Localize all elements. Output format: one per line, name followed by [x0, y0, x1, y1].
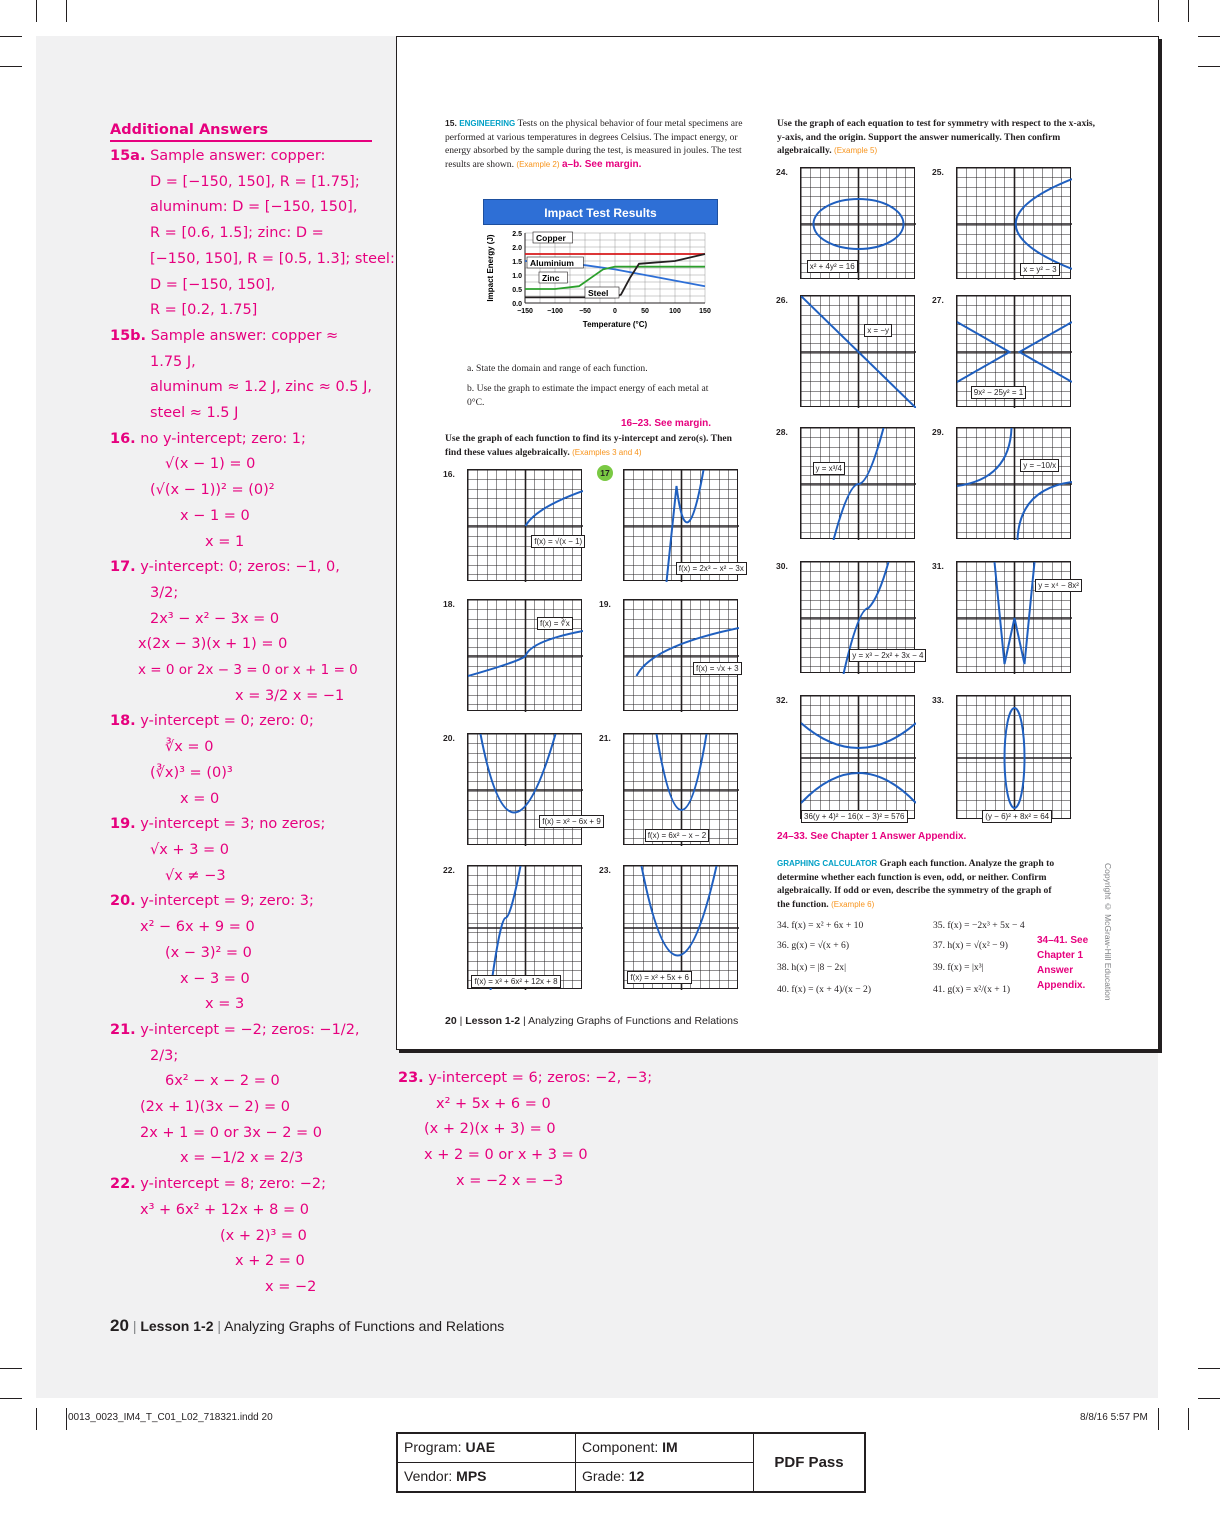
answer-line: x = 0 or 2x − 3 = 0 or x + 1 = 0: [138, 662, 358, 679]
graph-number: 25.: [932, 167, 944, 177]
coordinate-grid: [800, 167, 915, 279]
graph-number: 33.: [932, 695, 944, 705]
answer-line: aluminum ≈ 1.2 J, zinc ≈ 0.5 J,: [150, 379, 373, 396]
crop-mark: [66, 1408, 67, 1430]
crop-mark: [36, 1408, 37, 1430]
crop-mark: [1158, 1408, 1159, 1430]
answer-line: x = −2 x = −3: [456, 1172, 564, 1189]
crop-mark: [1198, 1368, 1220, 1369]
answer-line: R = [0.6, 1.5]; zinc: D =: [150, 225, 324, 242]
status-cell: PDF Pass: [774, 1454, 844, 1471]
coordinate-grid: [800, 561, 924, 673]
exercise-38: 38. h(x) = |8 − 2x|: [777, 962, 847, 973]
answer-line: 6x² − x − 2 = 0: [165, 1073, 280, 1090]
graph-number: 19.: [599, 599, 611, 609]
margin-note-34-41: 34–41. See Chapter 1 Answer Appendix.: [1037, 935, 1089, 991]
function-label: y = x³/4: [813, 462, 845, 475]
answer-line: x = 3/2 x = −1: [235, 687, 345, 704]
answer-line: √x + 3 = 0: [150, 841, 230, 858]
graph-number: 26.: [776, 295, 788, 305]
answer-number: 23.: [398, 1070, 424, 1086]
function-label: f(x) = x² + 5x + 6: [627, 971, 691, 984]
x-tick-label: 0: [613, 308, 617, 315]
x-tick-label: 150: [699, 308, 711, 315]
graph-number: 20.: [443, 733, 455, 743]
x-tick-label: −100: [547, 308, 563, 315]
graph-number: 28.: [776, 427, 788, 437]
x-tick-label: −150: [517, 308, 533, 315]
crop-mark: [1158, 0, 1159, 22]
x-tick-label: 100: [669, 308, 681, 315]
coordinate-grid: [467, 865, 582, 989]
function-label: f(x) = x³ + 6x² + 12x + 8: [471, 975, 560, 988]
coordinate-grid: [623, 733, 738, 845]
crop-mark: [1198, 66, 1220, 67]
function-label: x = y² − 3: [1020, 263, 1059, 276]
graph-curve: [468, 866, 583, 990]
answer-20: 20. y-intercept = 9; zero: 3;: [110, 893, 314, 910]
y-axis-label: Impact Energy (J): [486, 234, 495, 302]
answer-line: (x − 3)² = 0: [165, 944, 252, 961]
series-label: Steel: [588, 288, 609, 298]
impact-test-chart: [483, 199, 718, 341]
x-tick-label: 50: [641, 308, 649, 315]
answer-line: x = 0: [180, 790, 220, 807]
answer-line: x = −2: [265, 1278, 317, 1295]
exercise-16-intro: Use the graph of each function to find its y-intercept and zero(s). Then find these values algebraically. (Examples 3 and 4): [445, 433, 733, 458]
function-label: (y − 6)² + 8x² = 64: [982, 810, 1052, 823]
graph-curve: [957, 428, 1072, 540]
coordinate-grid: [623, 469, 744, 581]
y-tick-label: 1.5: [512, 259, 522, 266]
graph-number: 29.: [932, 427, 944, 437]
graph-number: 21.: [599, 733, 611, 743]
answer-23: [398, 1066, 652, 1195]
exercise-39: 39. f(x) = |x³|: [933, 962, 984, 973]
graph-curve: [801, 296, 916, 408]
x-axis-label: Temperature (°C): [582, 320, 648, 329]
answer-line: (x + 2)³ = 0: [220, 1227, 307, 1244]
answer-line: 2x + 1 = 0 or 3x − 2 = 0: [140, 1124, 323, 1141]
series-label: Aluminium: [530, 258, 574, 268]
graph-curve: [957, 696, 1072, 820]
function-label: f(x) = 6x² − x − 2: [645, 829, 709, 842]
answer-line: (∛x)³ = (0)³: [150, 764, 233, 781]
exercise-37: 37. h(x) = √(x² − 9): [933, 940, 1008, 951]
student-page-thumbnail: [396, 36, 1159, 1050]
graph-number: 24.: [776, 167, 788, 177]
production-info-box: [396, 1432, 866, 1493]
page-footer: 20 | Lesson 1-2 | Analyzing Graphs of Functions and Relations: [445, 1015, 739, 1027]
answer-15a: 15a. Sample answer: copper:: [110, 148, 326, 164]
function-label: f(x) = 2x³ − x² − 3x: [676, 562, 747, 575]
answer-line: R = [0.2, 1.75]: [150, 302, 258, 319]
coordinate-grid: [467, 469, 582, 581]
answer-line: (√(x − 1))² = (0)²: [150, 482, 275, 499]
vendor-cell: Vendor: MPS: [398, 1463, 576, 1491]
function-label: x = −y: [864, 324, 892, 337]
answer-line: x − 3 = 0: [180, 970, 250, 987]
graphing-calculator-intro: GRAPHING CALCULATOR Graph each function. Analyze the graph to determine whether each function is even, odd, or neither. Confirm algebraically. If odd or even, describe the symmetry of the graph of the function. (Example 6): [777, 858, 1055, 910]
copyright-notice: Copyright © McGraw-Hill Education: [1103, 863, 1113, 1001]
answer-line: y-intercept = 6; zeros: −2, −3;: [428, 1070, 653, 1086]
answer-line: (2x + 1)(3x − 2) = 0: [140, 1099, 291, 1116]
series-label: Zinc: [542, 273, 560, 283]
coordinate-grid: [800, 295, 915, 407]
answer-line: steel ≈ 1.5 J: [150, 405, 239, 422]
answer-line: x² − 6x + 9 = 0: [140, 919, 255, 936]
answer-line: 2x³ − x² − 3x = 0: [150, 610, 280, 627]
crop-mark: [36, 0, 37, 22]
answer-line: x³ + 6x² + 12x + 8 = 0: [140, 1201, 309, 1218]
y-tick-label: 0.5: [512, 287, 522, 294]
crop-mark: [0, 1398, 22, 1399]
y-tick-label: 1.0: [512, 273, 522, 280]
grade-cell: Grade: 12: [576, 1463, 754, 1491]
coordinate-grid: [956, 167, 1071, 279]
coordinate-grid: [956, 695, 1071, 822]
series-label: Copper: [536, 233, 566, 243]
page-footer: 20 | Lesson 1-2 | Analyzing Graphs of Functions and Relations: [110, 1316, 505, 1335]
graph-number: 27.: [932, 295, 944, 305]
function-label: f(x) = x² − 6x + 9: [539, 815, 603, 828]
exercise-15b: b. Use the graph to estimate the impact energy of each metal at 0°C.: [467, 383, 709, 408]
component-cell: Component: IM: [576, 1434, 754, 1463]
graph-curve: [468, 470, 583, 582]
function-label: 9x² − 25y² = 1: [971, 386, 1026, 399]
symmetry-intro: Use the graph of each equation to test for symmetry with respect to the x-axis, y-axis, and the origin. Support the answer numerically. Then confirm algebraically. (Example 5): [777, 118, 1096, 156]
answer-line: √x ≠ −3: [165, 867, 226, 884]
coordinate-grid: [956, 561, 1079, 673]
answer-15b: 15b. Sample answer: copper ≈ 1.75 J,: [110, 327, 339, 370]
margin-note-16-23: 16–23. See margin.: [621, 418, 712, 429]
coordinate-grid: [800, 695, 915, 822]
coordinate-grid: [623, 865, 738, 989]
answer-18: 18. y-intercept = 0; zero: 0;: [110, 713, 314, 730]
chart-title: Impact Test Results: [483, 199, 718, 225]
function-label: y = x⁴ − 8x²: [1035, 579, 1082, 592]
function-label: 36(y + 4)² − 16(x − 3)² = 576: [801, 810, 908, 823]
additional-answers-column: [110, 120, 395, 1301]
graph-number: 18.: [443, 599, 455, 609]
coordinate-grid: [623, 599, 738, 711]
answer-line: √(x − 1) = 0: [165, 456, 256, 473]
graph-number: 31.: [932, 561, 944, 571]
function-label: f(x) = ∛x: [537, 617, 573, 630]
coordinate-grid: [467, 599, 582, 711]
function-label: f(x) = √(x − 1): [531, 535, 585, 548]
crop-mark: [0, 66, 22, 67]
graph-number: 30.: [776, 561, 788, 571]
answer-line: x = −1/2 x = 2/3: [180, 1150, 304, 1167]
coordinate-grid: [800, 427, 915, 539]
graph-curve: [801, 696, 916, 820]
y-tick-label: 0.0: [512, 301, 522, 308]
function-label: y = x³ − 2x² + 3x − 4: [849, 649, 926, 662]
answer-line: x + 2 = 0 or x + 3 = 0: [424, 1147, 588, 1164]
x-tick-label: −50: [579, 308, 591, 315]
answer-line: aluminum: D = [−150, 150],: [150, 199, 358, 216]
exercise-41: 41. g(x) = x²/(x + 1): [933, 984, 1011, 995]
graph-number: 17: [597, 465, 613, 481]
crop-mark: [1198, 36, 1220, 37]
crop-mark: [0, 36, 22, 37]
coordinate-grid: [956, 295, 1071, 407]
graph-number: 23.: [599, 865, 611, 875]
graph-curve: [624, 600, 739, 712]
additional-answers-heading: Additional Answers: [110, 120, 372, 142]
exercise-40: 40. f(x) = (x + 4)/(x − 2): [777, 984, 872, 995]
graph-curve: [801, 428, 916, 540]
crop-mark: [1198, 1398, 1220, 1399]
exercise-15a: a. State the domain and range of each function.: [467, 363, 648, 374]
exercise-35: 35. f(x) = −2x³ + 5x − 4: [933, 920, 1025, 931]
y-tick-label: 2.0: [512, 245, 522, 252]
answer-line: D = [−150, 150],: [150, 276, 276, 293]
function-label: f(x) = √x + 3: [693, 662, 742, 675]
graph-number: 16.: [443, 469, 455, 479]
margin-note-24-33: 24–33. See Chapter 1 Answer Appendix.: [777, 831, 967, 842]
graph-number: 32.: [776, 695, 788, 705]
answer-line: (x + 2)(x + 3) = 0: [424, 1121, 556, 1138]
program-cell: Program: UAE: [398, 1434, 576, 1463]
answer-line: ∛x = 0: [165, 739, 214, 756]
answer-line: x − 1 = 0: [180, 507, 250, 524]
answer-21: 21. y-intercept = −2; zeros: −1/2, 2/3;: [110, 1021, 360, 1064]
coordinate-grid: [956, 427, 1071, 539]
date-slug: 8/8/16 5:57 PM: [1080, 1412, 1148, 1423]
graph-curve: [468, 734, 583, 846]
answer-line: x = 1: [205, 533, 245, 550]
answer-line: x² + 5x + 6 = 0: [436, 1095, 551, 1112]
exercise-36: 36. g(x) = √(x + 6): [777, 940, 850, 951]
impact-chart-plot: [483, 225, 718, 341]
file-slug: 0013_0023_IM4_T_C01_L02_718321.indd 20: [68, 1412, 273, 1423]
function-label: x² + 4y² = 16: [807, 260, 858, 273]
answer-19: 19. y-intercept = 3; no zeros;: [110, 816, 326, 833]
answer-line: x + 2 = 0: [235, 1253, 305, 1270]
answer-line: D = [−150, 150], R = [1.75];: [150, 173, 360, 190]
crop-mark: [1188, 0, 1189, 22]
answer-line: [−150, 150], R = [0.5, 1.3]; steel:: [150, 250, 395, 267]
graph-number: 22.: [443, 865, 455, 875]
exercise-34: 34. f(x) = x² + 6x + 10: [777, 920, 864, 931]
answer-17: 17. y-intercept: 0; zeros: −1, 0, 3/2;: [110, 559, 340, 601]
crop-mark: [66, 0, 67, 22]
function-label: y = −10/x: [1020, 459, 1059, 472]
coordinate-grid: [467, 733, 601, 845]
answer-16: 16. no y-intercept; zero: 1;: [110, 430, 306, 447]
y-tick-label: 2.5: [512, 231, 522, 238]
answer-line: x(2x − 3)(x + 1) = 0: [138, 636, 288, 653]
crop-mark: [0, 1368, 22, 1369]
exercise-15: 15. ENGINEERING Tests on the physical behavior of four metal specimens are performed at various temperatures in degrees Celsius. The impact energy, or energy absorbed by the sample during the test, is measured in joules. The test results are shown. (Example 2) a–b. See margin.: [445, 118, 743, 170]
crop-mark: [1188, 1408, 1189, 1430]
answer-22: 22. y-intercept = 8; zero: −2;: [110, 1176, 326, 1193]
answer-line: x = 3: [205, 996, 245, 1013]
